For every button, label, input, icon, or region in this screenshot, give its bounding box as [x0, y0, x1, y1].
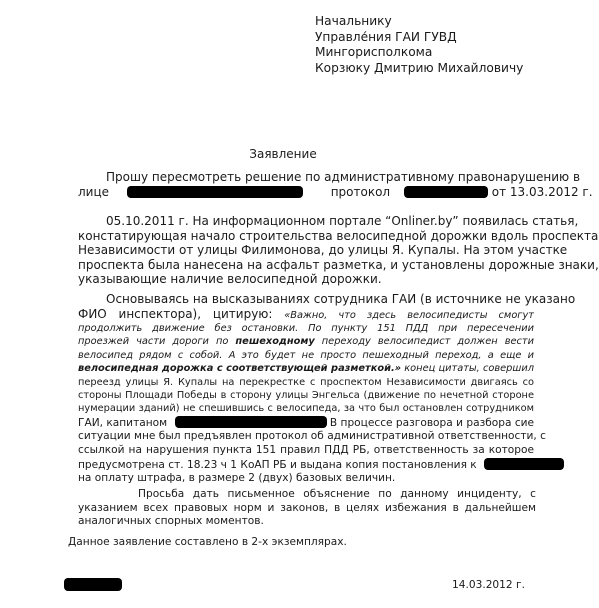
text-fragment: ФИО инспектора), цитирую: — [78, 306, 273, 321]
document-title: Заявление — [249, 147, 317, 161]
text-fragment: конец цитаты, совершил — [404, 363, 534, 375]
redacted-officer-name — [175, 416, 327, 428]
quote-line: продолжить движение без остановки. По пункту 151 ПДД при пересечении — [78, 323, 534, 334]
redacted-protocol-number — [404, 186, 488, 198]
text-fragment: ГАИ, капитаном — [78, 416, 168, 429]
text-line: указанием всех правовых норм и законов, в целях избежания в дальнейшем — [78, 501, 536, 514]
text-line — [78, 416, 534, 431]
addressee-line: Корзюку Дмитрию Михайловичу — [315, 60, 524, 75]
text-line: переезд улицы Я. Купалы на перекрестке с проспектом Независимости двигаясь со — [78, 376, 534, 388]
text-line: проспекта была нанесена на асфальт разметка, и установлены дорожные знаки, — [78, 257, 599, 272]
paragraph-quote-and-incident — [78, 292, 576, 486]
signature-date: 14.03.2012 г. — [452, 579, 525, 591]
text-line: ссылкой на нарушения пункта 151 правил ПДД РБ, ответственность за которое — [78, 444, 534, 457]
text-line — [78, 307, 534, 322]
paragraph-background — [78, 214, 599, 287]
quote-line — [78, 335, 534, 348]
text-line: Прошу пересмотреть решение по административному правонарушению в — [106, 170, 581, 184]
text-line: Основываясь на высказываниях сотрудника ГАИ (в источнике не указано — [106, 292, 576, 306]
text-line — [78, 458, 534, 473]
text-line: 05.10.2011 г. На информационном портале “Onliner.by” появилась статья, — [106, 214, 579, 228]
text-line: нумерации зданий) не спешившись с велосипеда, за что был остановлен сотрудником — [78, 403, 534, 415]
paragraph-request — [78, 170, 593, 199]
text-fragment: лице — [78, 184, 110, 199]
addressee-line: Управле́ния ГАИ ГУВД — [315, 29, 457, 44]
text-fragment: от 13.03.2012 г. — [491, 184, 593, 199]
text-line: Просьба дать письменное объяснение по данному инциденту, с — [138, 488, 536, 500]
text-fragment: протокол — [330, 184, 391, 199]
copies-note: Данное заявление составлено в 2-х экземплярах. — [68, 536, 347, 548]
text-line: на оплату штрафа, в размере 2 (двух) базовых величин. — [78, 472, 396, 485]
addressee-line: Мингорисполкома — [315, 45, 433, 60]
text-line: стороны Площади Победы в сторону улицы Энгельса (движение по нечетной стороне — [78, 390, 534, 402]
addressee-line: Начальнику — [315, 14, 392, 28]
text-line: констатирующая начало строительства велосипедной дорожки вдоль проспекта — [78, 228, 599, 243]
text-fragment: предусмотрена ст. 18.23 ч 1 КоАП РБ и выдана копия постановления к — [78, 458, 477, 471]
text-line: указывающие наличие велосипедной дорожки. — [78, 272, 382, 287]
paragraph-request-explanation — [78, 488, 536, 529]
text-line: Независимости от улицы Филимонова, до улицы Я. Купалы. На этом участке — [78, 243, 568, 258]
quote-fragment: велосипедная дорожка с соответствующей разметкой.» — [78, 363, 402, 375]
redacted-name — [127, 186, 303, 198]
text-line — [78, 362, 534, 375]
quote-emphasis: пешеходному — [235, 336, 315, 348]
quote-fragment: проезжей части дороги по — [78, 336, 229, 348]
text-line — [78, 184, 593, 200]
redacted-decision-number — [484, 458, 564, 470]
quote-fragment: «Важно, что здесь велосипедисты смогут — [284, 309, 534, 321]
addressee-block — [315, 14, 523, 76]
quote-fragment: переходу велосипедист должен вести — [321, 336, 534, 348]
quote-line: велосипед рядом с собой. А это будет не просто пешеходный переход, а еще и — [78, 349, 534, 361]
text-fragment: В процессе разговора и разбора сие — [329, 416, 535, 429]
text-line: аналогичных спорных моментов. — [78, 515, 264, 528]
redacted-signature — [64, 578, 122, 591]
text-line: ситуации мне был предъявлен протокол об административной ответственности, с — [78, 430, 546, 443]
